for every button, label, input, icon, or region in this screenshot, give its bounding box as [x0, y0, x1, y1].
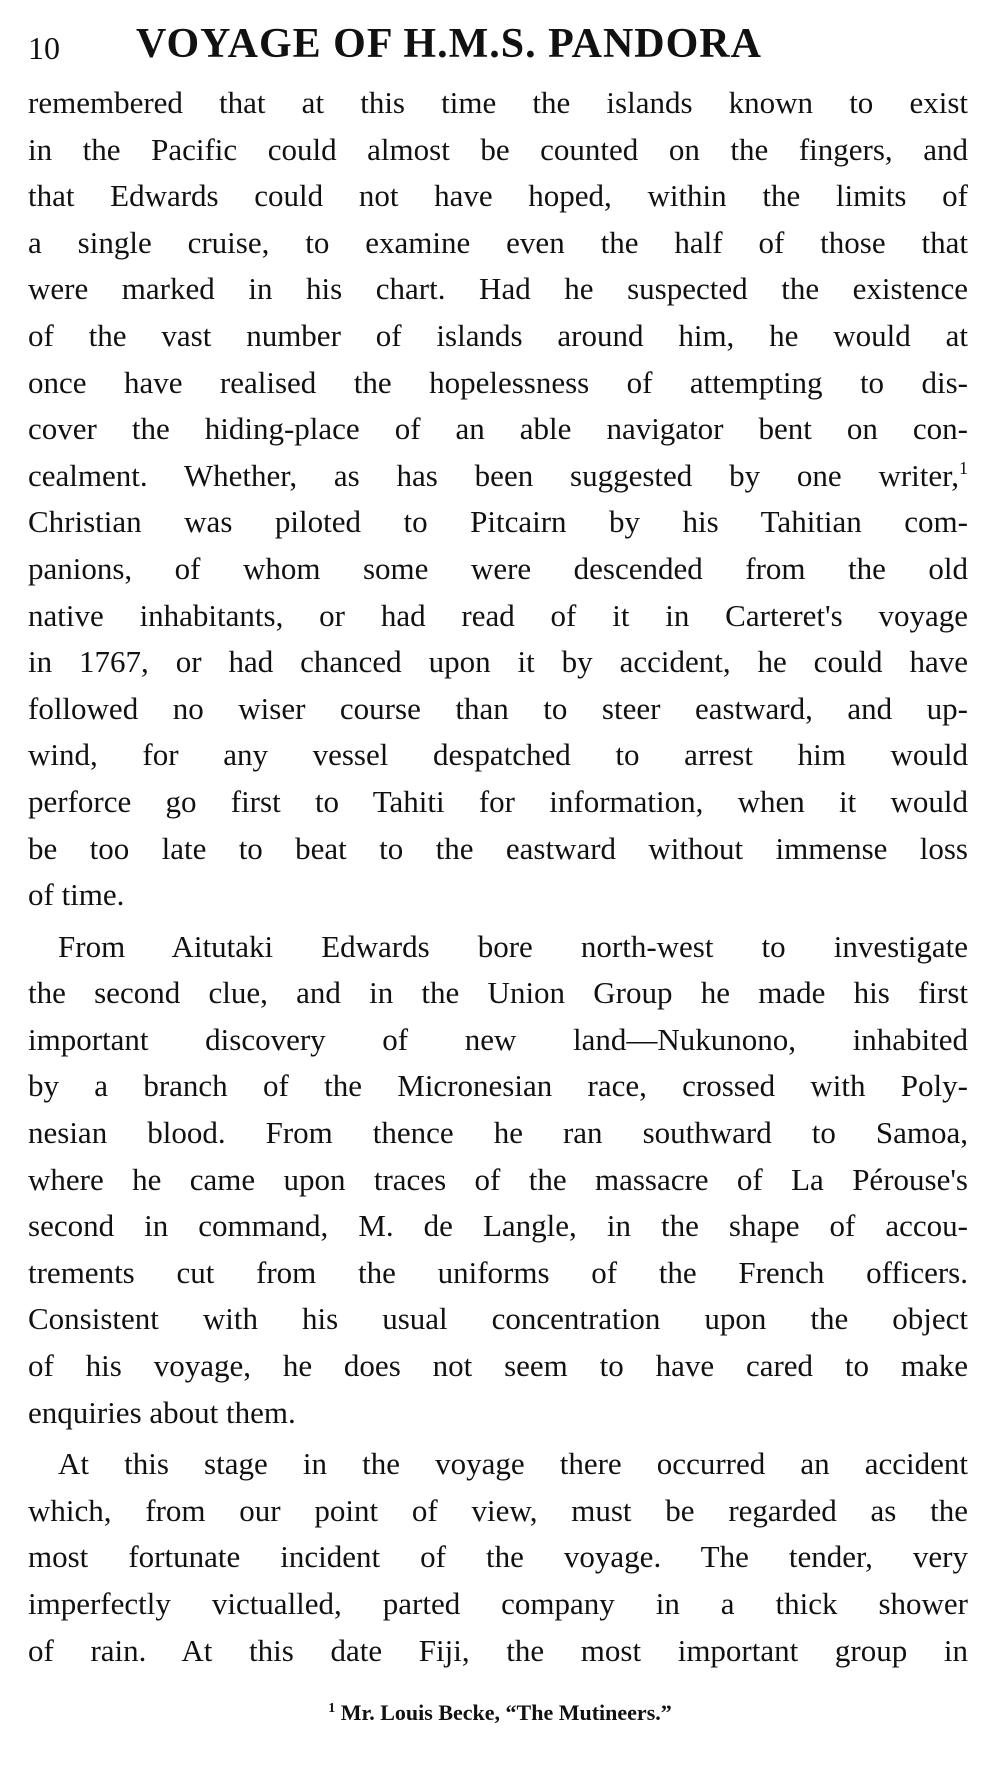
text-line: a single cruise, to examine even the half of those that — [28, 224, 968, 260]
footnote-text: Mr. Louis Becke, “The Mutineers.” — [340, 1700, 672, 1725]
text-line: of time. — [28, 877, 125, 913]
footnote-marker: 1 — [328, 1701, 336, 1716]
text-line: imperfectly victualled, parted company in a thick shower — [28, 1586, 968, 1621]
text-line: important discovery of new land—Nukunono, inhabited — [28, 1021, 968, 1057]
text-line: remembered that at this time the islands known to exist — [28, 85, 968, 120]
text-line: where he came upon traces of the massacre of La Pérouse's — [28, 1161, 968, 1197]
text-line: in the Pacific could almost be counted on the fingers, and — [28, 131, 968, 167]
text-line: At this stage in the voyage there occurred an accident — [58, 1446, 968, 1482]
text-line: cealment. Whether, as has been suggested by one writer, — [28, 457, 959, 493]
text-line: most fortunate incident of the voyage. The tender, very — [28, 1539, 968, 1575]
text-line: which, from our point of view, must be regarded as the — [28, 1492, 968, 1528]
text-line: cover the hiding-place of an able navigator bent on con- — [28, 411, 968, 447]
text-line: of the vast number of islands around him, he would at — [28, 317, 968, 353]
text-line: panions, of whom some were descended from the old — [28, 550, 968, 586]
text-line: were marked in his chart. Had he suspected the existence — [28, 271, 968, 307]
text-line: the second clue, and in the Union Group he made his first — [28, 975, 968, 1011]
text-line: nesian blood. From thence he ran southward to Samoa, — [28, 1115, 968, 1151]
footnote-marker: 1 — [959, 457, 968, 478]
text-line: perforce go first to Tahiti for information, when it would — [28, 783, 968, 819]
text-line: trements cut from the uniforms of the French officers. — [28, 1254, 968, 1290]
text-line: native inhabitants, or had read of it in Carteret's voyage — [28, 597, 968, 633]
text-line: wind, for any vessel despatched to arrest him would — [28, 737, 968, 773]
running-head — [28, 14, 968, 74]
text-line: Consistent with his usual concentration upon the object — [28, 1301, 968, 1337]
text-line: in 1767, or had chanced upon it by accident, he could have — [28, 644, 968, 680]
text-line: of rain. At this date Fiji, the most important group in — [28, 1632, 968, 1668]
text-line: Christian was piloted to Pitcairn by his Tahitian com- — [28, 504, 968, 540]
text-line: once have realised the hopelessness of attempting to dis- — [28, 364, 968, 400]
page-number: 10 — [28, 30, 60, 66]
text-line: enquiries about them. — [28, 1394, 296, 1430]
text-line-with-footnote — [28, 453, 968, 500]
text-line: second in command, M. de Langle, in the shape of accou- — [28, 1208, 968, 1244]
text-line: by a branch of the Micronesian race, crossed with Poly- — [28, 1068, 968, 1104]
paragraph-3 — [28, 1441, 968, 1674]
text-line: followed no wiser course than to steer eastward, and up- — [28, 690, 968, 726]
text-line: that Edwards could not have hoped, within the limits of — [28, 178, 968, 214]
footnote — [0, 1698, 1000, 1728]
body-text — [28, 80, 968, 1679]
running-title: VOYAGE OF H.M.S. PANDORA — [136, 21, 762, 67]
paragraph-1 — [28, 80, 968, 919]
text-line: From Aitutaki Edwards bore north-west to investigate — [58, 928, 968, 964]
text-line: of his voyage, he does not seem to have cared to make — [28, 1348, 968, 1384]
paragraph-2 — [28, 924, 968, 1437]
text-line: be too late to beat to the eastward without immense loss — [28, 830, 968, 866]
